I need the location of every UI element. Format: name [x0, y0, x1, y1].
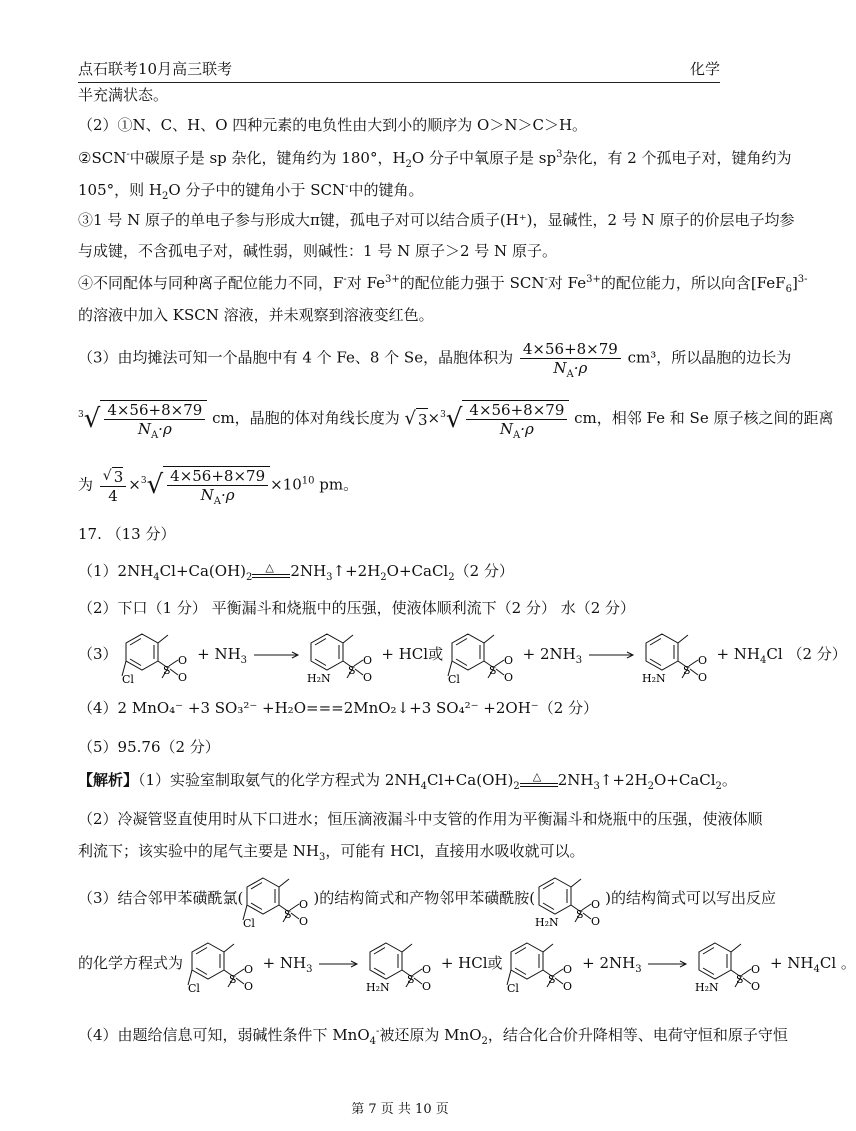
toluenesulfonamide-structure — [642, 626, 712, 684]
tosyl-chloride-structure — [188, 935, 258, 993]
toluenesulfonamide-structure — [366, 935, 436, 993]
reaction-arrow — [587, 650, 637, 660]
reaction-arrow — [646, 959, 690, 969]
text-line: ④不同配体与同种离子配位能力不同，F-对 $Fe^{3+}$的配位能力强于 SCN-对 $Fe^{3+}$的配位能力，所以向含$[FeF_6]^{3-}$ — [78, 274, 808, 295]
text-line: （2）①N、C、H、O 四种元素的电负性由大到小的顺序为 O＞N＞C＞H。 — [78, 116, 588, 134]
svg-text:Cl: Cl — [122, 673, 135, 686]
cube-root: $^3$√ $\frac{4\times 56+8\times 79}{N_A\cdot\rho}$ — [141, 466, 270, 504]
toluenesulfonamide-structure — [307, 626, 377, 684]
svg-text:H₂N: H₂N — [366, 981, 390, 994]
tosyl-chloride-structure — [507, 935, 577, 993]
answer-5: （5）95.76（2 分） — [78, 738, 220, 756]
answer-4: （4）2 MnO₄⁻ +3 SO₃²⁻ +H₂O===2MnO₂↓+3 SO₄²⁻ +2OH⁻（2 分） — [78, 699, 599, 717]
text-line: 105°，则 $H_2O$ 分子中的键角小于 SCN-中的键角。 — [78, 181, 424, 202]
header-subject: 化学 — [689, 60, 720, 78]
answer-1: $(1)2NH_4Cl+Ca(OH)_2$ △ $2NH_3↑+2H_2O+CaCl_2(2$ 分） — [78, 561, 514, 583]
text-line: ②SCN-中碳原子是 sp 杂化，键角约为 180°，$H_2O$ 分子中氧原子是 $sp^3$杂化，有 2 个孤电子对，键角约为 — [78, 149, 792, 170]
text-line: 与成键，不含孤电子对，碱性弱，则碱性：1 号 N 原子＞2 号 N 原子。 — [78, 242, 557, 260]
tosyl-chloride-structure — [243, 870, 313, 928]
cube-root: $^3$√ $\frac{4\times 56+8\times 79}{N_A\cdot\rho}$ — [440, 400, 569, 438]
svg-text:Cl: Cl — [243, 917, 256, 930]
svg-text:H₂N: H₂N — [306, 672, 331, 685]
answer-2: （2）下口（1 分） 平衡漏斗和烧瓶中的压强，使液体顺利流下（2 分） 水（2 分） — [78, 599, 636, 617]
tosyl-chloride-structure — [122, 626, 192, 684]
analysis-3-equation: 的化学方程式为 Cl + $NH_3$ H₂N + HCl或 Cl + $2NH_3$ H₂N + $NH_4Cl$ 。 — [78, 935, 856, 993]
svg-text:H₂N: H₂N — [641, 672, 666, 685]
tosyl-chloride-structure — [448, 626, 518, 684]
text-line: 为 $\frac{√ 3}{4}$ ×$^3$√ $\frac{4\times 56+8\times 79}{N_A\cdot\rho}$ $\times 10^{10}$ pm。 — [78, 467, 359, 508]
reaction-arrow — [252, 650, 302, 660]
volume-fraction: $\frac{4\times 56+8\times 79}{N_A\cdot\rho}$ — [520, 340, 621, 377]
svg-text:Cl: Cl — [447, 673, 460, 686]
page-number: 第 7 页 共 10 页 — [351, 1102, 449, 1117]
analysis-4: （4）由题给信息可知，弱碱性条件下 MnO$_4$-被还原为 MnO$_2$，结合化合价升降相等、电荷守恒和原子守恒 — [78, 1026, 788, 1047]
svg-text:Cl: Cl — [187, 982, 200, 995]
square-root: √ 3 — [404, 408, 428, 430]
analysis-2: （2）冷凝管竖直使用时从下口进水；恒压滴液漏斗中支管的作用为平衡漏斗和烧瓶中的压强，使液体顺 — [78, 810, 763, 828]
toluenesulfonamide-structure — [695, 935, 765, 993]
heating-condition: △ — [252, 563, 290, 581]
reaction-arrow — [317, 959, 361, 969]
svg-text:H₂N: H₂N — [535, 916, 559, 929]
text-line: $^3$√ $\frac{4\times 56+8\times 79}{N_A\cdot\rho}$ cm，晶胞的体对角线长度为 √ 3×$^3$√ $\frac{4\times 56+8\times 79}{N_A\cdot\rho}$ cm，相邻 Fe 和 Se 原子核之间的距离 — [78, 401, 834, 441]
svg-text:Cl: Cl — [507, 982, 520, 995]
analysis-3: （3）结合邻甲苯磺酰氯( Cl )的结构简式和产物邻甲苯磺酰胺( H₂N )的结构简式可以写出反应 — [78, 870, 776, 928]
analysis-2-cont: 利流下；该实验中的尾气主要是 $NH_3$，可能有 HCl，直接用水吸收就可以。 — [78, 842, 585, 863]
page-header — [78, 56, 720, 83]
text-line: ③1 号 N 原子的单电子参与形成大π键，孤电子对可以结合质子(H⁺)，显碱性，2 号 N 原子的价层电子均参 — [78, 211, 795, 229]
text-line: （3）由均摊法可知一个晶胞中有 4 个 Fe、8 个 Se，晶胞体积为 $\frac{4\times 56+8\times 79}{N_A\cdot\rho}$ cm³，所以晶胞的边长为 — [78, 340, 792, 380]
svg-text:H₂N: H₂N — [695, 981, 719, 994]
heating-condition: △ — [520, 772, 558, 790]
text-line: 半充满状态。 — [78, 86, 169, 104]
question-heading: 17. （13 分） — [78, 525, 176, 543]
cube-root: $^3$√ $\frac{4\times 56+8\times 79}{N_A\cdot\rho}$ — [78, 400, 207, 438]
answer-3: （3） Cl + $NH_3$ H₂N + HCl或 Cl + $2NH_3$ H₂N + $NH_4Cl$ （2 分） — [78, 626, 847, 684]
text-line: 的溶液中加入 KSCN 溶液，并未观察到溶液变红色。 — [78, 306, 434, 324]
header-left: 点石联考10月高三联考 — [78, 60, 233, 78]
analysis-1: 【解析】（1）实验室制取氨气的化学方程式为 $2NH_4Cl+Ca(OH)_2$ △ $2NH_3↑+2H_2O+CaCl_2$。 — [78, 770, 737, 792]
toluenesulfonamide-structure — [535, 870, 605, 928]
